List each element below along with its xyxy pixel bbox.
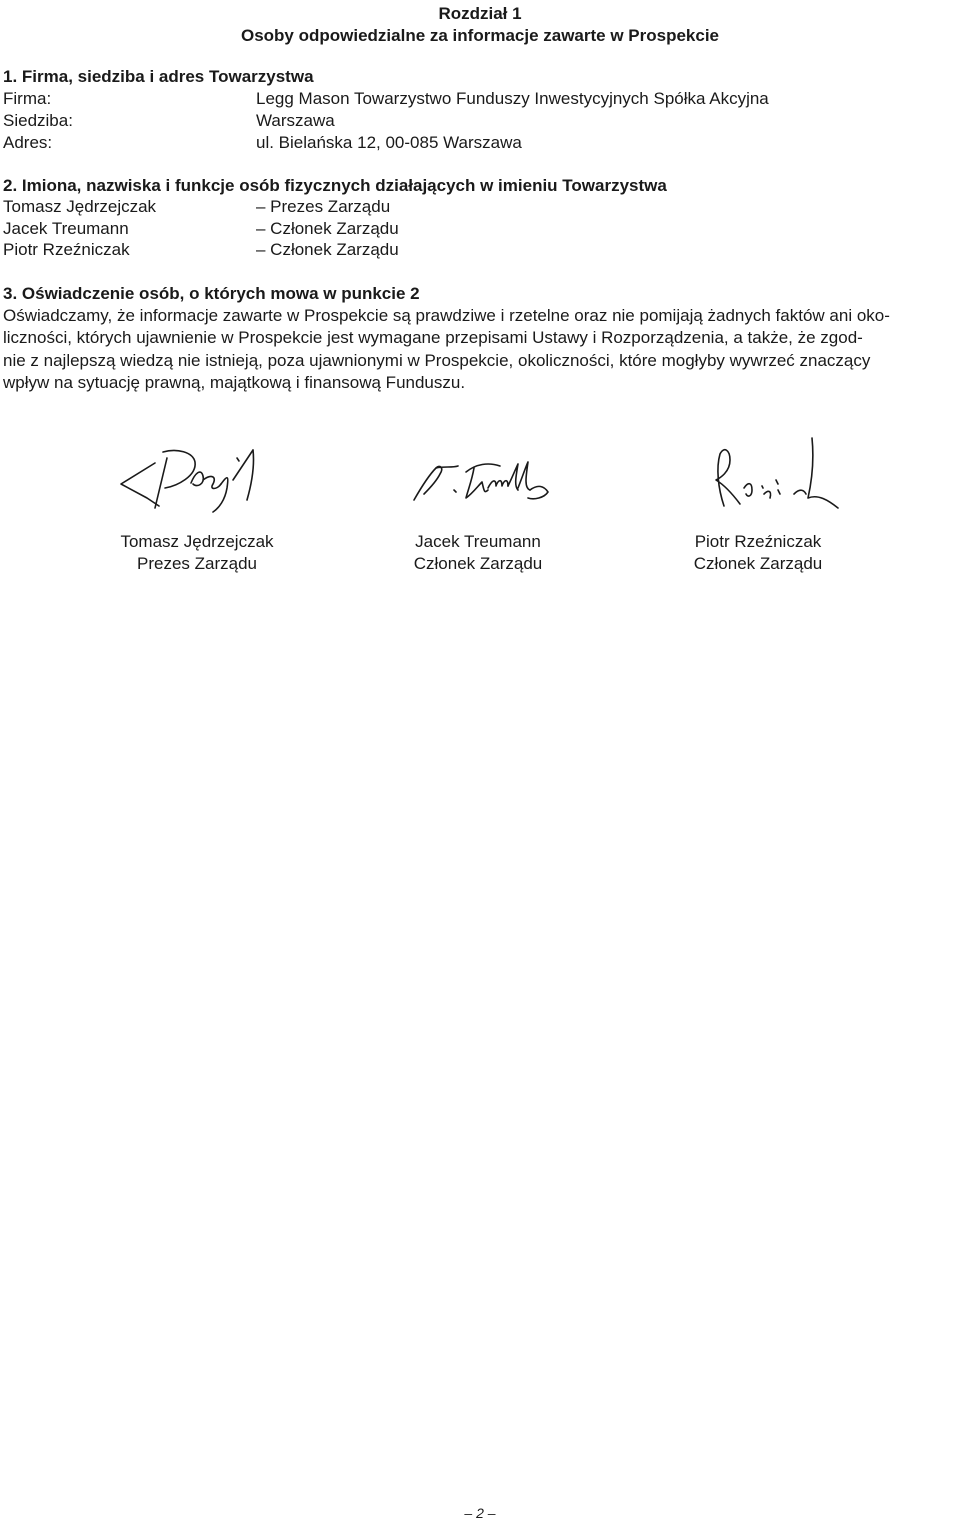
signature-block-president <box>72 428 322 575</box>
address-label: Adres: <box>3 133 53 152</box>
statement-line: Oświadczamy, że informacje zawarte w Prospekcie są prawdziwe i rzetelne oraz nie pomijają żadnych faktów ani oko- <box>3 306 890 325</box>
handwritten-signature-image <box>668 428 848 523</box>
section-3-heading: 3. Oświadczenie osób, o których mowa w punkcie 2 <box>3 284 420 303</box>
statement-line: nie z najlepszą wiedzą nie istnieją, poza ujawnionymi w Prospekcie, okoliczności, które mogłyby wywrzeć znaczący <box>3 350 871 370</box>
statement-paragraph <box>3 305 958 395</box>
address-value: ul. Bielańska 12, 00-085 Warszawa <box>256 133 522 152</box>
signatory-name: Tomasz Jędrzejczak <box>120 532 274 551</box>
signatory-name: Jacek Treumann <box>415 532 541 551</box>
handwritten-signature-image <box>107 428 287 523</box>
person-role: – Członek Zarządu <box>256 240 399 259</box>
firm-row <box>3 88 769 110</box>
address-row <box>3 132 522 154</box>
person-name: Tomasz Jędrzejczak <box>3 197 157 216</box>
statement-line: wpływ na sytuację prawną, majątkową i finansową Funduszu. <box>3 373 466 393</box>
seat-row <box>3 110 335 132</box>
person-row <box>3 218 399 240</box>
section-2-heading: 2. Imiona, nazwiska i funkcje osób fizycznych działających w imieniu Towarzystwa <box>3 176 667 195</box>
firm-label: Firma: <box>3 89 52 108</box>
person-row <box>3 239 399 261</box>
statement-line: liczności, których ujawnienie w Prospekcie jest wymagane przepisami Ustawy i Rozporządzenia, a także, że zgod- <box>3 328 863 348</box>
page-number: – 2 – <box>464 1505 496 1521</box>
handwritten-signature-image <box>388 428 568 523</box>
section-1-heading: 1. Firma, siedziba i adres Towarzystwa <box>3 67 314 86</box>
person-role: – Prezes Zarządu <box>256 197 391 216</box>
person-row <box>3 196 391 218</box>
signature-block-member-1 <box>353 428 603 575</box>
signatory-role: Prezes Zarządu <box>137 554 257 573</box>
signature-block-member-2 <box>633 428 883 575</box>
firm-value: Legg Mason Towarzystwo Funduszy Inwestycyjnych Spółka Akcyjna <box>256 89 769 108</box>
seat-label: Siedziba: <box>3 111 73 130</box>
signatory-name: Piotr Rzeźniczak <box>694 532 822 551</box>
chapter-title: Osoby odpowiedzialne za informacje zawarte w Prospekcie <box>240 26 720 45</box>
signatory-role: Członek Zarządu <box>693 554 823 573</box>
person-name: Jacek Treumann <box>3 219 129 238</box>
chapter-label: Rozdział 1 <box>438 4 522 23</box>
person-role: – Członek Zarządu <box>256 219 399 238</box>
signatory-role: Członek Zarządu <box>413 554 543 573</box>
seat-value: Warszawa <box>256 111 335 130</box>
person-name: Piotr Rzeźniczak <box>3 240 130 259</box>
